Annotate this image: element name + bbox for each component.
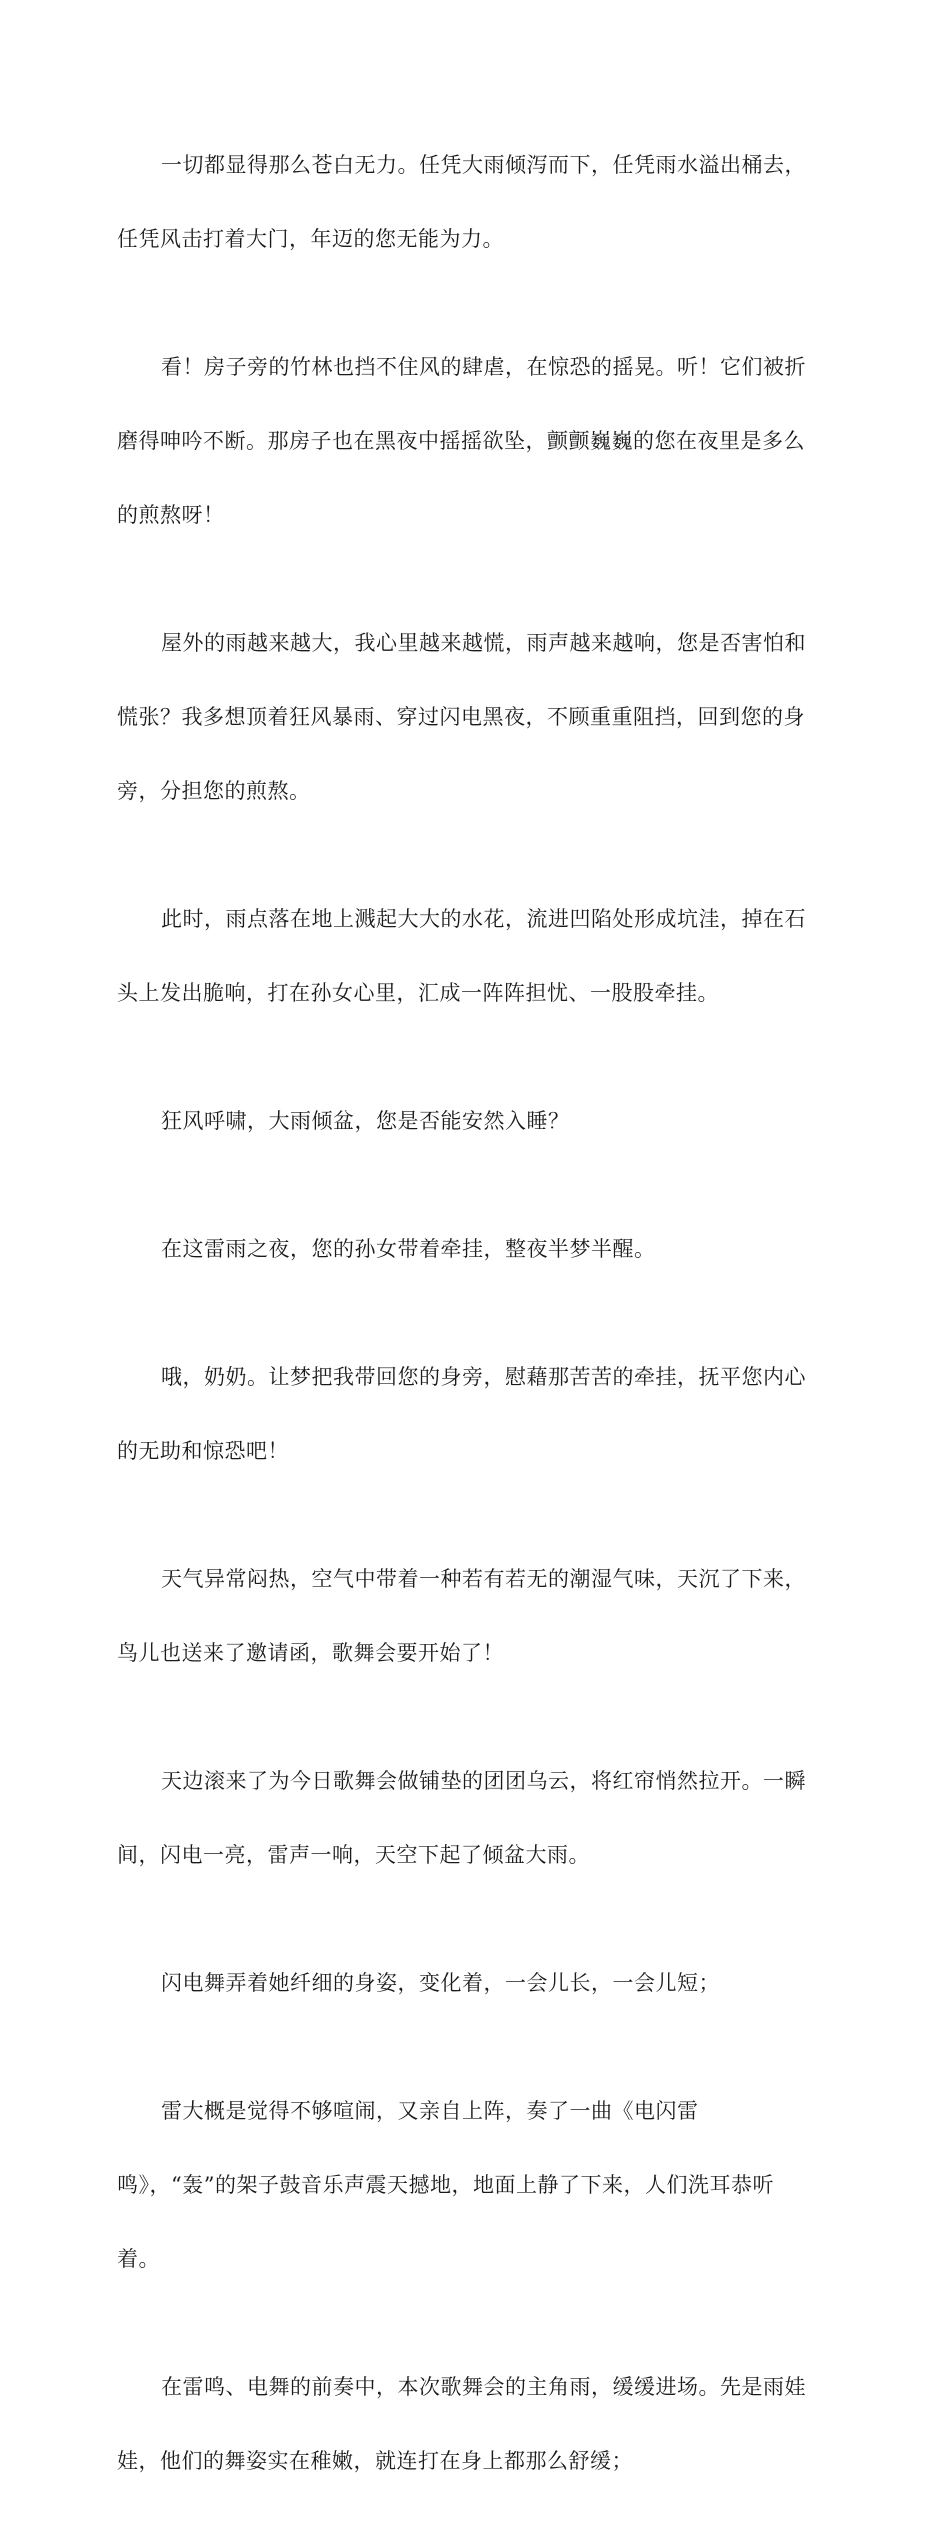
- paragraph-line: 天气异常闷热，空气中带着一种若有若无的潮湿气味，天沉了下来，: [161, 1567, 806, 1591]
- paragraph-line: 哦，奶奶。让梦把我带回您的身旁，慰藉那苦苦的牵挂，抚平您内心: [161, 1365, 806, 1389]
- paragraph: [117, 1928, 833, 2039]
- paragraph-line: 磨得呻吟不断。那房子也在黑夜中摇摇欲坠，颤颤巍巍的您在夜里是多么: [117, 429, 805, 453]
- paragraph: [117, 1524, 833, 1709]
- paragraph-line: 着。: [117, 2247, 160, 2271]
- paragraph-line: 娃，他们的舞姿实在稚嫩，就连打在身上都那么舒缓；: [117, 2449, 633, 2473]
- paragraph: [117, 1322, 833, 1507]
- paragraph-line: 在这雷雨之夜，您的孙女带着牵挂，整夜半梦半醒。: [161, 1237, 656, 1261]
- paragraph-line: 间，闪电一亮，雷声一响，天空下起了倾盆大雨。: [117, 1843, 590, 1867]
- paragraph-line: 的无助和惊恐吧！: [117, 1439, 289, 1463]
- paragraph: [117, 312, 833, 571]
- paragraph: [117, 1726, 833, 1911]
- paragraph-line: 慌张？我多想顶着狂风暴雨、穿过闪电黑夜，不顾重重阻挡，回到您的身: [117, 705, 805, 729]
- paragraph-line: 旁，分担您的煎熬。: [117, 779, 311, 803]
- paragraph-line: 在雷鸣、电舞的前奏中，本次歌舞会的主角雨，缓缓进场。先是雨娃: [161, 2375, 806, 2399]
- paragraph-line: 一切都显得那么苍白无力。任凭大雨倾泻而下，任凭雨水溢出桶去，: [161, 153, 806, 177]
- paragraph-line: 鸟儿也送来了邀请函，歌舞会要开始了！: [117, 1641, 504, 1665]
- paragraph: [117, 2056, 833, 2315]
- paragraph: [117, 2332, 833, 2517]
- paragraph-line: 狂风呼啸，大雨倾盆，您是否能安然入睡？: [161, 1109, 570, 1133]
- paragraph-line: 的煎熬呀！: [117, 503, 225, 527]
- paragraph: [117, 588, 833, 847]
- paragraph: [117, 864, 833, 1049]
- paragraph-line: 雷大概是觉得不够喧闹，又亲自上阵，奏了一曲《电闪雷: [161, 2099, 699, 2123]
- paragraph-line: 看！房子旁的竹林也挡不住风的肆虐，在惊恐的摇晃。听！它们被折: [161, 355, 806, 379]
- paragraph-line: 屋外的雨越来越大，我心里越来越慌，雨声越来越响，您是否害怕和: [161, 631, 806, 655]
- paragraph: [117, 1194, 833, 1305]
- paragraph-line: 天边滚来了为今日歌舞会做铺垫的团团乌云，将红帘悄然拉开。一瞬: [161, 1769, 806, 1793]
- paragraph-line: 头上发出脆响，打在孙女心里，汇成一阵阵担忧、一股股牵挂。: [117, 981, 719, 1005]
- paragraph: [117, 1066, 833, 1177]
- document-body: [117, 110, 833, 2534]
- paragraph-line: 此时，雨点落在地上溅起大大的水花，流进凹陷处形成坑洼，掉在石: [161, 907, 806, 931]
- paragraph-line: 任凭风击打着大门，年迈的您无能为力。: [117, 227, 504, 251]
- paragraph-line: 闪电舞弄着她纤细的身姿，变化着，一会儿长，一会儿短；: [161, 1971, 720, 1995]
- paragraph-line: 鸣》，“轰”的架子鼓音乐声震天撼地，地面上静了下来，人们洗耳恭听: [117, 2173, 774, 2197]
- paragraph: [117, 110, 833, 295]
